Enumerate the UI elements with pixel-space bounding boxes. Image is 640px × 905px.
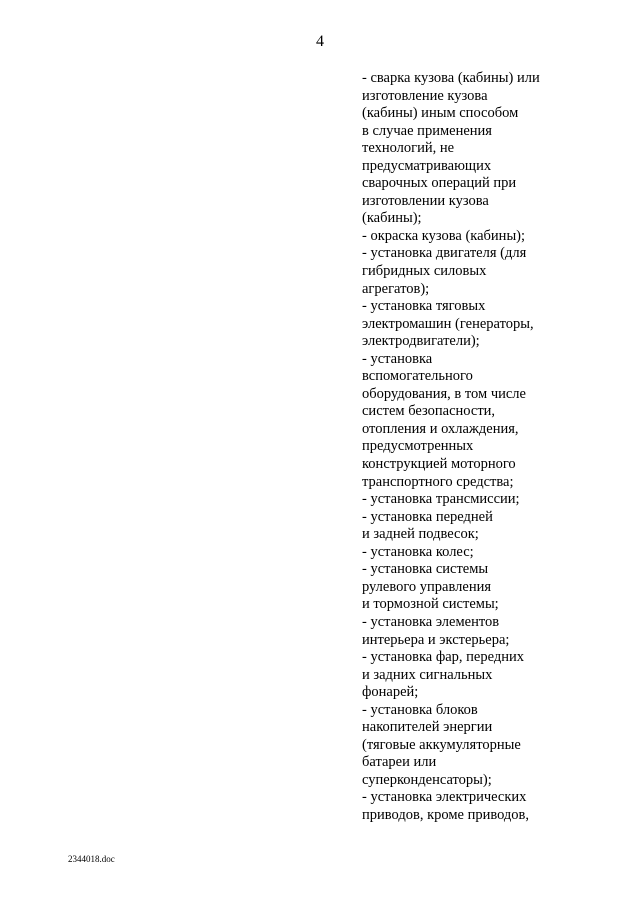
text-line: отопления и охлаждения, [362, 420, 519, 437]
text-line: вспомогательного [362, 368, 473, 385]
text-line: - установка фар, передних [362, 649, 524, 666]
text-line: - окраска кузова (кабины); [362, 227, 526, 244]
text-line: - установка системы [362, 561, 489, 578]
text-line: суперконденсаторы); [362, 771, 492, 788]
text-column [362, 70, 602, 825]
text-line: гибридных силовых [362, 263, 487, 280]
page-number: 4 [316, 33, 324, 50]
text-line: изготовлении кузова [362, 192, 489, 209]
text-line: накопителей энергии [362, 719, 493, 736]
text-line: электродвигатели); [362, 333, 480, 350]
text-line: и задней подвесок; [362, 526, 479, 543]
text-line: электромашин (генераторы, [362, 315, 534, 332]
text-line: - установка двигателя (для [362, 245, 527, 262]
text-line: - установка элементов [362, 613, 500, 630]
text-line: рулевого управления [362, 578, 492, 595]
text-line: оборудования, в том числе [362, 385, 526, 402]
text-line: - установка электрических [362, 789, 527, 806]
text-line: систем безопасности, [362, 403, 496, 420]
text-line: - установка трансмиссии; [362, 491, 520, 508]
text-line: (кабины); [362, 210, 422, 227]
text-line: - установка передней [362, 508, 493, 525]
text-line: (тяговые аккумуляторные [362, 736, 521, 753]
text-line: сварочных операций при [362, 175, 517, 192]
text-line: - сварка кузова (кабины) или [362, 70, 540, 86]
text-line: технологий, не [362, 140, 455, 157]
text-line: в случае применения [362, 122, 492, 139]
text-line: приводов, кроме приводов, [362, 806, 530, 823]
text-line: изготовление кузова [362, 87, 488, 104]
text-line: (кабины) иным способом [362, 105, 519, 122]
text-line: - установка колес; [362, 543, 474, 560]
text-line: и тормозной системы; [362, 596, 499, 613]
text-line: предусмотренных [362, 438, 474, 455]
text-line: - установка [362, 350, 433, 367]
text-line: транспортного средства; [362, 473, 514, 490]
text-line: батареи или [362, 754, 437, 771]
text-line: предусматривающих [362, 157, 492, 174]
text-line: агрегатов); [362, 280, 430, 297]
text-line: и задних сигнальных [362, 666, 493, 683]
text-line: конструкцией моторного [362, 456, 516, 473]
text-line: - установка тяговых [362, 298, 486, 315]
text-line: фонарей; [362, 684, 419, 701]
footer-filename: 2344018.doc [68, 854, 115, 864]
text-line: - установка блоков [362, 701, 478, 718]
text-line: интерьера и экстерьера; [362, 631, 510, 648]
